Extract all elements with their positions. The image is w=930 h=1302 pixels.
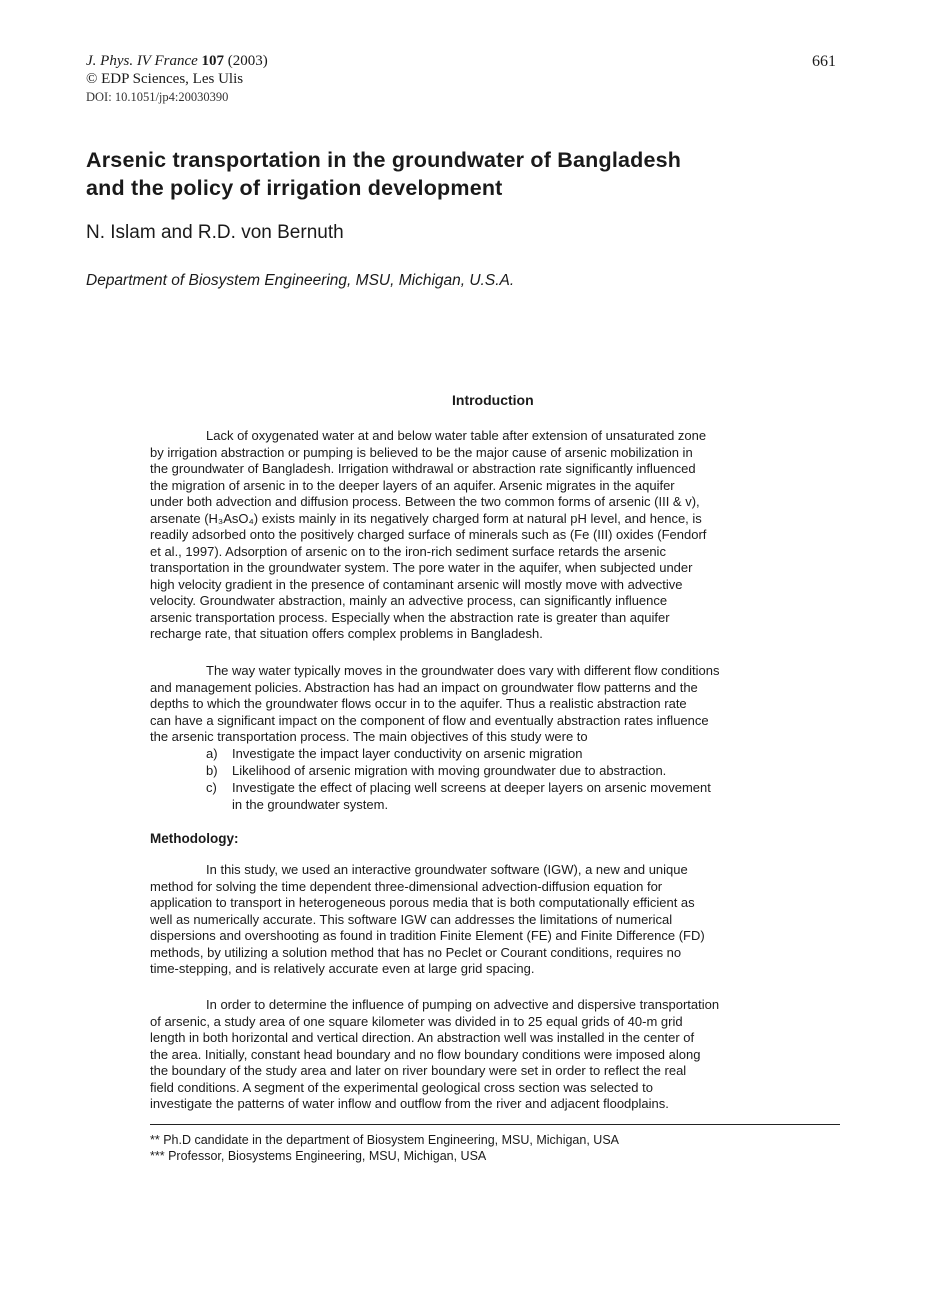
text-line: methods, by utilizing a solution method that has no Peclet or Courant conditions, requires no <box>150 944 682 960</box>
text-line: investigate the patterns of water inflow and outflow from the river and adjacent floodplains. <box>150 1096 669 1111</box>
authors: N. Islam and R.D. von Bernuth <box>86 222 344 243</box>
text-line: and management policies. Abstraction has had an impact on groundwater flow patterns and the <box>150 679 698 695</box>
methodology-paragraph-1 <box>150 862 705 978</box>
introduction-heading: Introduction <box>452 392 534 408</box>
introduction-paragraph-2 <box>150 663 720 746</box>
text-line: arsenate (H₃AsO₄) exists mainly in its negatively charged form at natural pH level, and hence, is <box>150 510 702 526</box>
text-line: field conditions. A segment of the experimental geological cross section was selected to <box>150 1079 653 1095</box>
text-line: length in both horizontal and vertical direction. An abstraction well was installed in the center of <box>150 1030 695 1045</box>
text-line: application to transport in heterogeneous porous media that is both computationally efficient as <box>150 895 695 910</box>
text-line: readily adsorbed onto the positively charged surface of minerals such as (Fe (III) oxides (Fendorf <box>150 527 707 542</box>
footnotes <box>150 1132 619 1164</box>
list-marker: c) <box>206 780 217 795</box>
text-line: the area. Initially, constant head boundary and no flow boundary conditions were imposed along <box>150 1046 701 1062</box>
text-line: high velocity gradient in the presence of contaminant arsenic will mostly move with advective <box>150 576 683 592</box>
text-line: dispersions and overshooting as found in tradition Finite Element (FE) and Finite Difference (FD) <box>150 928 705 943</box>
text-line: et al., 1997). Adsorption of arsenic on to the iron-rich sediment surface retards the arsenic <box>150 543 666 559</box>
text-line: arsenic transportation process. Especially when the abstraction rate is greater than aquifer <box>150 609 670 625</box>
text-line: of arsenic, a study area of one square kilometer was divided in to 25 equal grids of 40-m grid <box>150 1013 683 1029</box>
affiliation: Department of Biosystem Engineering, MSU, Michigan, U.S.A. <box>86 272 515 289</box>
text-line: the groundwater of Bangladesh. Irrigation withdrawal or abstraction rate significantly influenced <box>150 461 696 476</box>
objective-text: in the groundwater system. <box>232 796 389 812</box>
footnote: *** Professor, Biosystems Engineering, MSU, Michigan, USA <box>150 1149 487 1163</box>
text-line: depths to which the groundwater flows occur in to the aquifer. Thus a realistic abstraction rate <box>150 696 687 711</box>
footnote: ** Ph.D candidate in the department of Biosystem Engineering, MSU, Michigan, USA <box>150 1133 619 1147</box>
objective-text: Likelihood of arsenic migration with moving groundwater due to abstraction. <box>232 763 667 778</box>
list-marker: b) <box>206 763 218 778</box>
title-line: and the policy of irrigation development <box>86 176 503 200</box>
methodology-heading: Methodology: <box>150 831 239 846</box>
text-line: In this study, we used an interactive groundwater software (IGW), a new and unique <box>206 862 688 877</box>
text-line: under both advection and diffusion process. Between the two common forms of arsenic (III & v), <box>150 494 700 509</box>
introduction-paragraph-1 <box>150 428 706 643</box>
paper-title <box>86 146 786 202</box>
objective-text: Investigate the effect of placing well screens at deeper layers on arsenic movement <box>232 780 711 795</box>
text-line: time-stepping, and is relatively accurate even at large grid spacing. <box>150 961 535 976</box>
text-line: the arsenic transportation process. The main objectives of this study were to <box>150 729 588 744</box>
text-line: transportation in the groundwater system. The pore water in the aquifer, when subjected under <box>150 560 693 575</box>
footnote-divider <box>150 1124 840 1125</box>
text-line: recharge rate, that situation offers complex problems in Bangladesh. <box>150 626 543 641</box>
publisher: © EDP Sciences, Les Ulis <box>86 71 244 87</box>
text-line: In order to determine the influence of pumping on advective and dispersive transportation <box>206 997 720 1012</box>
methodology-paragraph-2 <box>150 997 719 1113</box>
text-line: by irrigation abstraction or pumping is believed to be the major cause of arsenic mobilization in <box>150 444 693 460</box>
text-line: well as numerically accurate. This software IGW can addresses the limitations of numerical <box>150 911 673 927</box>
list-marker: a) <box>206 746 218 761</box>
title-line: Arsenic transportation in the groundwater of Bangladesh <box>86 148 682 172</box>
text-line: can have a significant impact on the component of flow and eventually abstraction rates influence <box>150 712 709 728</box>
journal-citation: J. Phys. IV France 107 (2003) <box>86 53 268 69</box>
text-line: The way water typically moves in the groundwater does vary with different flow conditions <box>206 663 720 678</box>
text-line: the boundary of the study area and later on river boundary were set in order to reflect the real <box>150 1063 687 1078</box>
text-line: method for solving the time dependent three-dimensional advection-diffusion equation for <box>150 878 663 894</box>
text-line: velocity. Groundwater abstraction, mainly an advective process, can significantly influence <box>150 593 668 608</box>
text-line: Lack of oxygenated water at and below water table after extension of unsaturated zone <box>206 428 707 443</box>
objective-text: Investigate the impact layer conductivity on arsenic migration <box>232 746 583 761</box>
journal-header <box>86 52 268 106</box>
page-number: 661 <box>812 53 836 70</box>
text-line: the migration of arsenic in to the deeper layers of an aquifer. Arsenic migrates in the aquifer <box>150 477 675 493</box>
doi: DOI: 10.1051/jp4:20030390 <box>86 90 229 104</box>
